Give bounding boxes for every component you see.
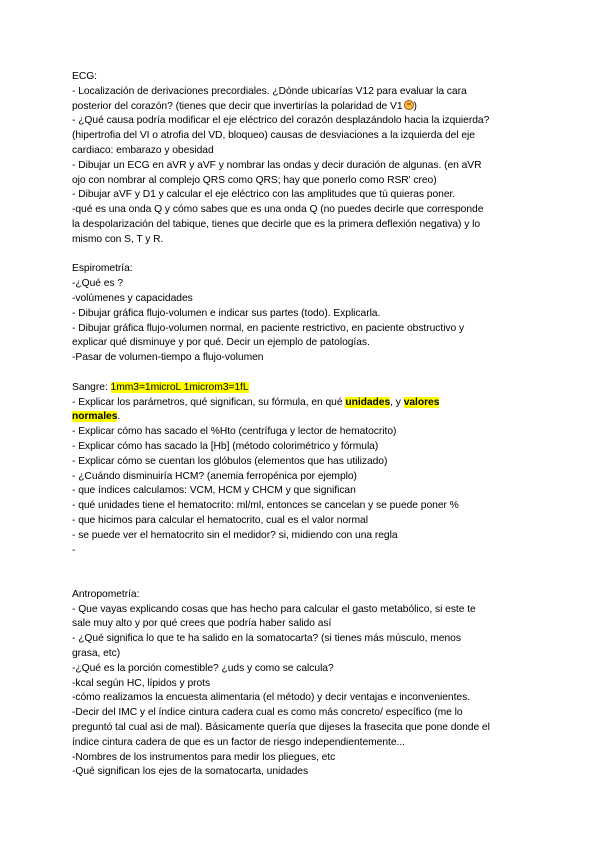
- ecg-line: la despolarización del tabique, tienes que decirle que es la primera deflexión negativa) y lo: [72, 218, 481, 230]
- section-title-ecg: ECG:: [72, 71, 97, 82]
- antropometria-line: índice cintura cadera de que es un factor de riesgo independientemente...: [72, 736, 405, 748]
- antropometria-line: - Que vayas explicando cosas que has hecho para calcular el gasto metabólico, si este te: [72, 603, 476, 615]
- normales-highlight: normales: [72, 411, 118, 423]
- sangre-highlight: 1mm3=1microL 1microm3=1fL: [110, 381, 249, 393]
- ecg-line: mismo con S, T y R.: [72, 233, 164, 245]
- sangre-line: - se puede ver el hematocrito sin el medidor? si, midiendo con una regla: [72, 529, 398, 541]
- sangre-param-line: [72, 396, 534, 411]
- antropometria-line: -Decir del IMC y el índice cintura cadera cual es como más concreto/ específico (me lo: [72, 707, 463, 719]
- espirometria-line: - Dibujar gráfica flujo-volumen e indicar sus partes (todo). Explicarla.: [72, 307, 381, 319]
- sangre-param-mid: , y: [390, 396, 404, 408]
- ecg-line: ojo con nombrar al complejo QRS como QRS; hay que ponerlo como RSR' creo): [72, 174, 437, 186]
- antropometria-line: sale muy alto y por qué crees que podría haber salido así: [72, 618, 332, 630]
- section-title-sangre: [72, 381, 534, 396]
- sangre-param-text: - Explicar los parámetros, qué significan, su fórmula, en qué: [72, 396, 346, 408]
- ecg-line: [72, 100, 534, 115]
- espirometria-line: -¿Qué es ?: [72, 278, 124, 290]
- section-gap: [72, 248, 534, 263]
- ecg-line: - Dibujar un ECG en aVR y aVF y nombrar las ondas y decir duración de algunas. (en aVR: [72, 159, 482, 171]
- sangre-line: - qué unidades tiene el hematocrito: ml/ml, entonces se cancelan y se puede poner %: [72, 500, 459, 512]
- ecg-line: - Localización de derivaciones precordiales. ¿Dónde ubicarías V12 para evaluar la cara: [72, 85, 467, 97]
- antropometria-line: -Qué significan los ejes de la somatocarta, unidades: [72, 766, 309, 778]
- sangre-line: - que hicimos para calcular el hematocrito, cual es el valor normal: [72, 514, 368, 526]
- ecg-line: (hipertrofia del VI o atrofia del VD, bloqueo) causas de desviaciones a la izquierda del eje: [72, 130, 475, 142]
- section-gap: [72, 558, 534, 588]
- ecg-line: - Dibujar aVF y D1 y calcular el eje eléctrico con las amplitudes que tú quieras poner.: [72, 189, 456, 201]
- antropometria-line: -¿Qué es la porción comestible? ¿uds y como se calcula?: [72, 662, 334, 674]
- section-gap: [72, 366, 534, 381]
- sangre-line: - que índices calculamos: VCM, HCM y CHCM y que significan: [72, 485, 356, 497]
- ecg-line: cardiaco: embarazo y obesidad: [72, 144, 214, 156]
- valores-highlight: valores: [403, 396, 440, 408]
- espirometria-line: -volúmenes y capacidades: [72, 292, 193, 304]
- ecg-line: - ¿Qué causa podría modificar el eje eléctrico del corazón desplazándolo hacia la izquierda?: [72, 115, 490, 127]
- face-emoji-icon: [404, 100, 414, 110]
- ecg-line: -qué es una onda Q y cómo sabes que es una onda Q (no puedes decirle que corresponde: [72, 204, 484, 216]
- unidades-highlight: unidades: [345, 396, 391, 408]
- sangre-param-end: .: [117, 411, 121, 423]
- espirometria-line: -Pasar de volumen-tiempo a flujo-volumen: [72, 352, 264, 364]
- ecg-line-text: posterior del corazón? (tienes que decir que invertirías la polaridad de V1: [72, 100, 403, 112]
- antropometria-line: -cómo realizamos la encuesta alimentaria (el método) y decir ventajas e inconvenientes.: [72, 692, 470, 704]
- antropometria-line: -kcal según HC, lípidos y prots: [72, 677, 211, 689]
- antropometria-line: preguntó tal cual asi de mal). Básicamente quería que dijeses la frasecita que pone donde el: [72, 722, 490, 734]
- sangre-line: - Explicar cómo has sacado el %Hto (centrífuga y lector de hematocrito): [72, 426, 397, 438]
- sangre-line: - ¿Cuándo disminuiría HCM? (anemia ferropénica por ejemplo): [72, 470, 357, 482]
- sangre-param-line-2: [72, 410, 534, 425]
- sangre-title: Sangre:: [72, 381, 111, 393]
- sangre-line: -: [72, 544, 76, 556]
- section-title-espirometria: Espirometría:: [72, 263, 133, 275]
- espirometria-line: explicar qué disminuye y por qué. Decir un ejemplo de patologías.: [72, 337, 370, 349]
- sangre-line: - Explicar cómo has sacado la [Hb] (método colorimétrico y fórmula): [72, 440, 379, 452]
- espirometria-line: - Dibujar gráfica flujo-volumen normal, en paciente restrictivo, en paciente obstructivo y: [72, 322, 465, 334]
- antropometria-line: - ¿Qué significa lo que te ha salido en la somatocarta? (si tienes más músculo, menos: [72, 633, 461, 645]
- section-title-antropometria: Antropometría:: [72, 588, 140, 600]
- sangre-line: - Explicar cómo se cuentan los glóbulos (elementos que has utilizado): [72, 455, 388, 467]
- ecg-line-close: ): [413, 100, 417, 112]
- antropometria-line: -Nombres de los instrumentos para medir los pliegues, etc: [72, 751, 336, 763]
- antropometria-line: grasa, etc): [72, 648, 121, 660]
